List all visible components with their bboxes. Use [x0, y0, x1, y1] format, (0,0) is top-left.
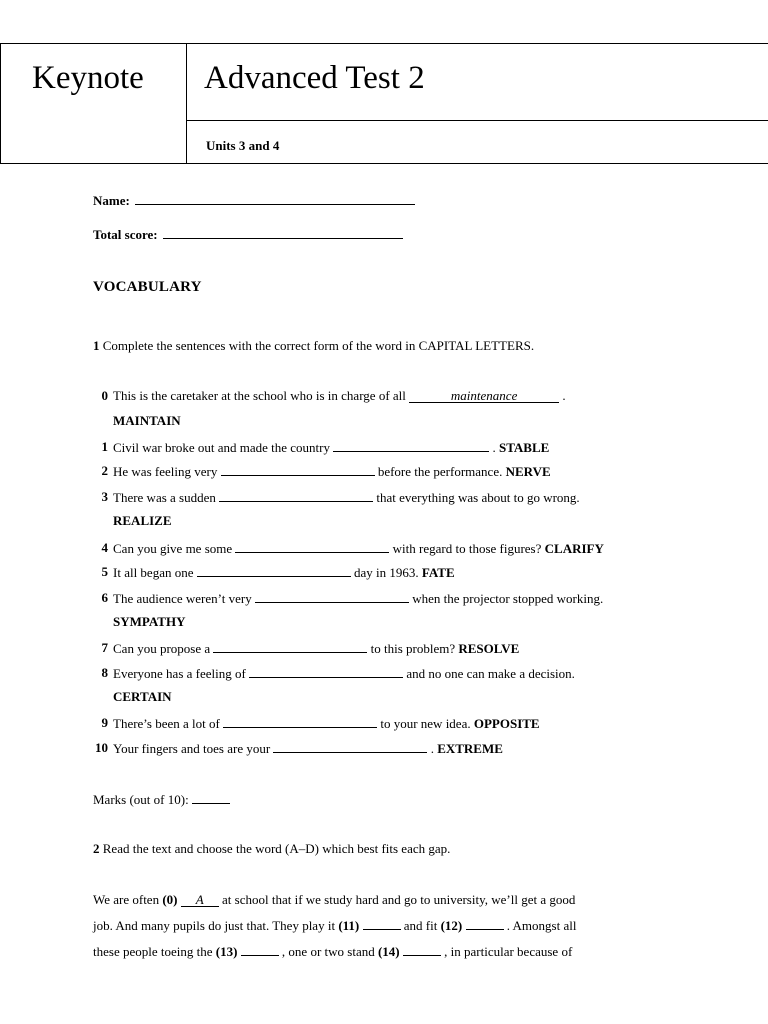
item-2 [113, 463, 551, 480]
gap-blank[interactable] [466, 917, 504, 930]
text-line-1 [93, 892, 575, 908]
score-field [93, 226, 403, 243]
item-text: Can you give me some [113, 541, 233, 556]
answer-blank[interactable] [273, 740, 427, 753]
item-text-after: . [559, 388, 566, 403]
item-keyword: EXTREME [437, 741, 503, 756]
gap-number: (11) [338, 918, 360, 933]
item-number: 8 [101, 665, 108, 680]
item-1 [113, 439, 549, 456]
answer-blank[interactable] [197, 564, 351, 577]
item-keyword: MAINTAIN [113, 413, 181, 428]
text-line-3 [93, 943, 572, 960]
item-text: It all began one [113, 565, 194, 580]
answer-blank[interactable] [221, 463, 375, 476]
gap-number: (0) [162, 892, 178, 907]
item-text-after: day in 1963. [350, 565, 422, 580]
answer-blank[interactable] [235, 540, 389, 553]
text-segment: and fit [400, 918, 441, 933]
item-keyword: OPPOSITE [473, 716, 540, 731]
answer-blank[interactable] [249, 665, 403, 678]
item-10 [113, 740, 503, 757]
item-number: 3 [101, 489, 108, 504]
gap-blank[interactable] [363, 917, 401, 930]
item-number: 4 [101, 540, 108, 555]
item-text-after: and no one can make a decision. [403, 666, 575, 681]
item-9 [113, 715, 540, 732]
score-input-line[interactable] [163, 226, 403, 239]
name-field [93, 192, 415, 209]
item-4 [113, 540, 604, 557]
item-text: This is the caretaker at the school who is in charge of all [113, 388, 406, 403]
item-number: 0 [101, 388, 108, 403]
marks-label: Marks (out of 10): [93, 792, 189, 807]
item-keyword: CERTAIN [113, 689, 172, 704]
item-text-after: before the performance. [374, 464, 506, 479]
exercise1-instruction [93, 338, 534, 354]
item-text: The audience weren’t very [113, 591, 252, 606]
brand-name: Keynote [32, 60, 144, 96]
item-number: 2 [101, 463, 108, 478]
item-text: Civil war broke out and made the country [113, 440, 330, 455]
answer-blank[interactable] [213, 640, 367, 653]
test-title: Advanced Test 2 [204, 60, 425, 96]
section-heading: VOCABULARY [93, 279, 202, 295]
text-segment: job. And many pupils do just that. They play it [93, 918, 339, 933]
item-text: He was feeling very [113, 464, 218, 479]
item-text: Your fingers and toes are your [113, 741, 271, 756]
item-text-after: . [489, 440, 499, 455]
answer-blank[interactable] [219, 489, 373, 502]
units-subtitle: Units 3 and 4 [206, 138, 280, 153]
item-text: There’s been a lot of [113, 716, 220, 731]
gap-number: (14) [377, 944, 400, 959]
item-text: Everyone has a feeling of [113, 666, 246, 681]
example-gap-answer: A [181, 892, 219, 907]
text-segment: . Amongst all [503, 918, 577, 933]
item-text-after: with regard to those figures? [389, 541, 545, 556]
gap-blank[interactable] [403, 943, 441, 956]
marks-blank[interactable] [192, 791, 230, 804]
item-keyword: SYMPATHY [113, 614, 186, 629]
item-text: Can you propose a [113, 641, 211, 656]
example-answer: maintenance [409, 388, 559, 403]
exercise1-instruction-text: Complete the sentences with the correct form of the word in CAPITAL LETTERS. [102, 338, 535, 353]
gap-blank[interactable] [241, 943, 279, 956]
item-keyword: CLARIFY [544, 541, 604, 556]
item-8 [113, 665, 575, 682]
item-text-after: that everything was about to go wrong. [373, 490, 580, 505]
exercise2-number: 2 [93, 841, 100, 856]
item-keyword: STABLE [498, 440, 550, 455]
text-line-2 [93, 917, 576, 934]
score-label: Total score: [93, 227, 158, 242]
text-segment: at school that if we study hard and go to university, we’ll get a good [218, 892, 576, 907]
marks-line [93, 791, 230, 808]
item-3 [113, 489, 580, 506]
item-text-after: to this problem? [367, 641, 459, 656]
item-keyword: REALIZE [113, 513, 172, 528]
item-keyword: RESOLVE [458, 641, 520, 656]
item-number: 7 [101, 640, 108, 655]
answer-blank[interactable] [333, 439, 489, 452]
text-segment: We are often [93, 892, 163, 907]
item-text-after: . [427, 741, 438, 756]
item-number: 9 [101, 715, 108, 730]
item-6 [113, 590, 603, 607]
answer-blank[interactable] [255, 590, 409, 603]
item-number: 1 [101, 439, 108, 454]
text-segment: these people toeing the [93, 944, 216, 959]
item-7 [113, 640, 519, 657]
name-input-line[interactable] [135, 192, 415, 205]
item-0 [113, 388, 566, 404]
name-label: Name: [93, 193, 130, 208]
exercise1-number: 1 [93, 338, 100, 353]
item-text-after: to your new idea. [377, 716, 474, 731]
text-segment: , one or two stand [278, 944, 378, 959]
exercise2-instruction-text: Read the text and choose the word (A–D) which best fits each gap. [102, 841, 451, 856]
item-text-after: when the projector stopped working. [408, 591, 604, 606]
gap-number: (12) [440, 918, 463, 933]
item-text: There was a sudden [113, 490, 216, 505]
item-number: 5 [101, 564, 108, 579]
gap-number: (13) [215, 944, 238, 959]
item-5 [113, 564, 455, 581]
answer-blank[interactable] [223, 715, 377, 728]
item-number: 6 [101, 590, 108, 605]
item-keyword: FATE [421, 565, 455, 580]
exercise2-instruction [93, 841, 450, 857]
item-number: 10 [95, 740, 108, 755]
text-segment: , in particular because of [440, 944, 573, 959]
item-keyword: NERVE [505, 464, 551, 479]
